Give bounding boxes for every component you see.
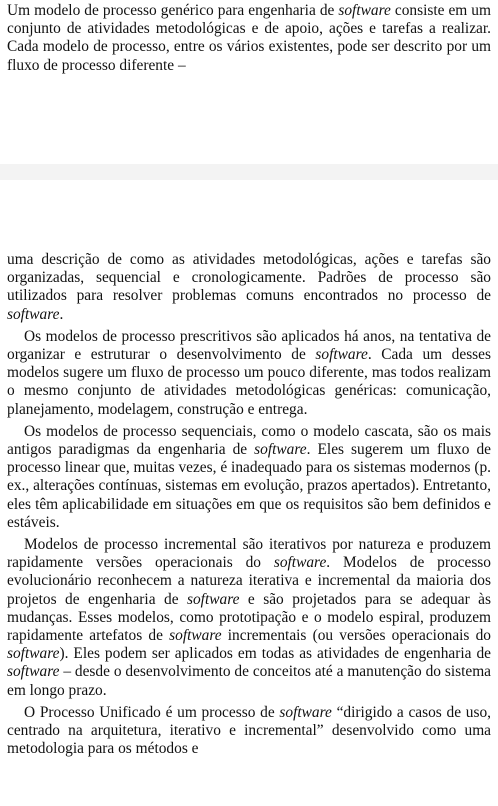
- paragraph-incremental-models: Modelos de processo incremental são iterativos por natureza e produzem rapidamente versões operacionais do software. Modelos de processo evolucionário reconhecem a natureza iterativa e incremental da maioria dos projetos de engenharia de software e são projetados para se adequar às mudanças. Esses modelos, como prototipação e o modelo espiral, produzem rapidamente artefatos de software incrementais (ou versões operacionais do software). Eles podem ser aplicados em todas as atividades de engenharia de software – desde o desenvolvimento de conceitos até a manutenção do sistema em longo prazo.: [7, 536, 492, 699]
- page-top-text: [7, 2, 491, 75]
- page-bottom-text: [7, 251, 491, 758]
- page-gap-divider: [0, 164, 498, 180]
- paragraph-prescriptive-models: Os modelos de processo prescritivos são aplicados há anos, na tentativa de organizar e estruturar o desenvolvimento de software. Cada um desses modelos sugere um fluxo de processo um pouco diferente, mas todos realizam o mesmo conjunto de atividades metodológicas genéricas: comunicação, planejamento, modelagem, construção e entrega.: [7, 327, 491, 418]
- paragraph-unified-process: O Processo Unificado é um processo de software “dirigido a casos de uso, centrado na arquitetura, iterativo e incremental” desenvolvido como uma metodologia para os métodos e: [7, 703, 491, 758]
- paragraph-sequential-models: Os modelos de processo sequenciais, como o modelo cascata, são os mais antigos paradigmas da engenharia de software. Eles sugerem um fluxo de processo linear que, muitas vezes, é inadequado para os sistemas modernos (p. ex., alterações contínuas, sistemas em evolução, prazos apertados). Entretanto, eles têm aplicabilidade em situações em que os requisitos são bem definidos e estáveis.: [7, 422, 491, 531]
- paragraph-intro-continued: uma descrição de como as atividades metodológicas, ações e tarefas são organizadas, sequencial e cronologicamente. Padrões de processo são utilizados para resolver problemas comuns encontrados no processo de software.: [7, 251, 491, 323]
- paragraph-intro: Um modelo de processo genérico para engenharia de software consiste em um conjunto de atividades metodológicas e de apoio, ações e tarefas a realizar. Cada modelo de processo, entre os vários existentes, pode ser descrito por um fluxo de processo diferente –: [7, 2, 491, 74]
